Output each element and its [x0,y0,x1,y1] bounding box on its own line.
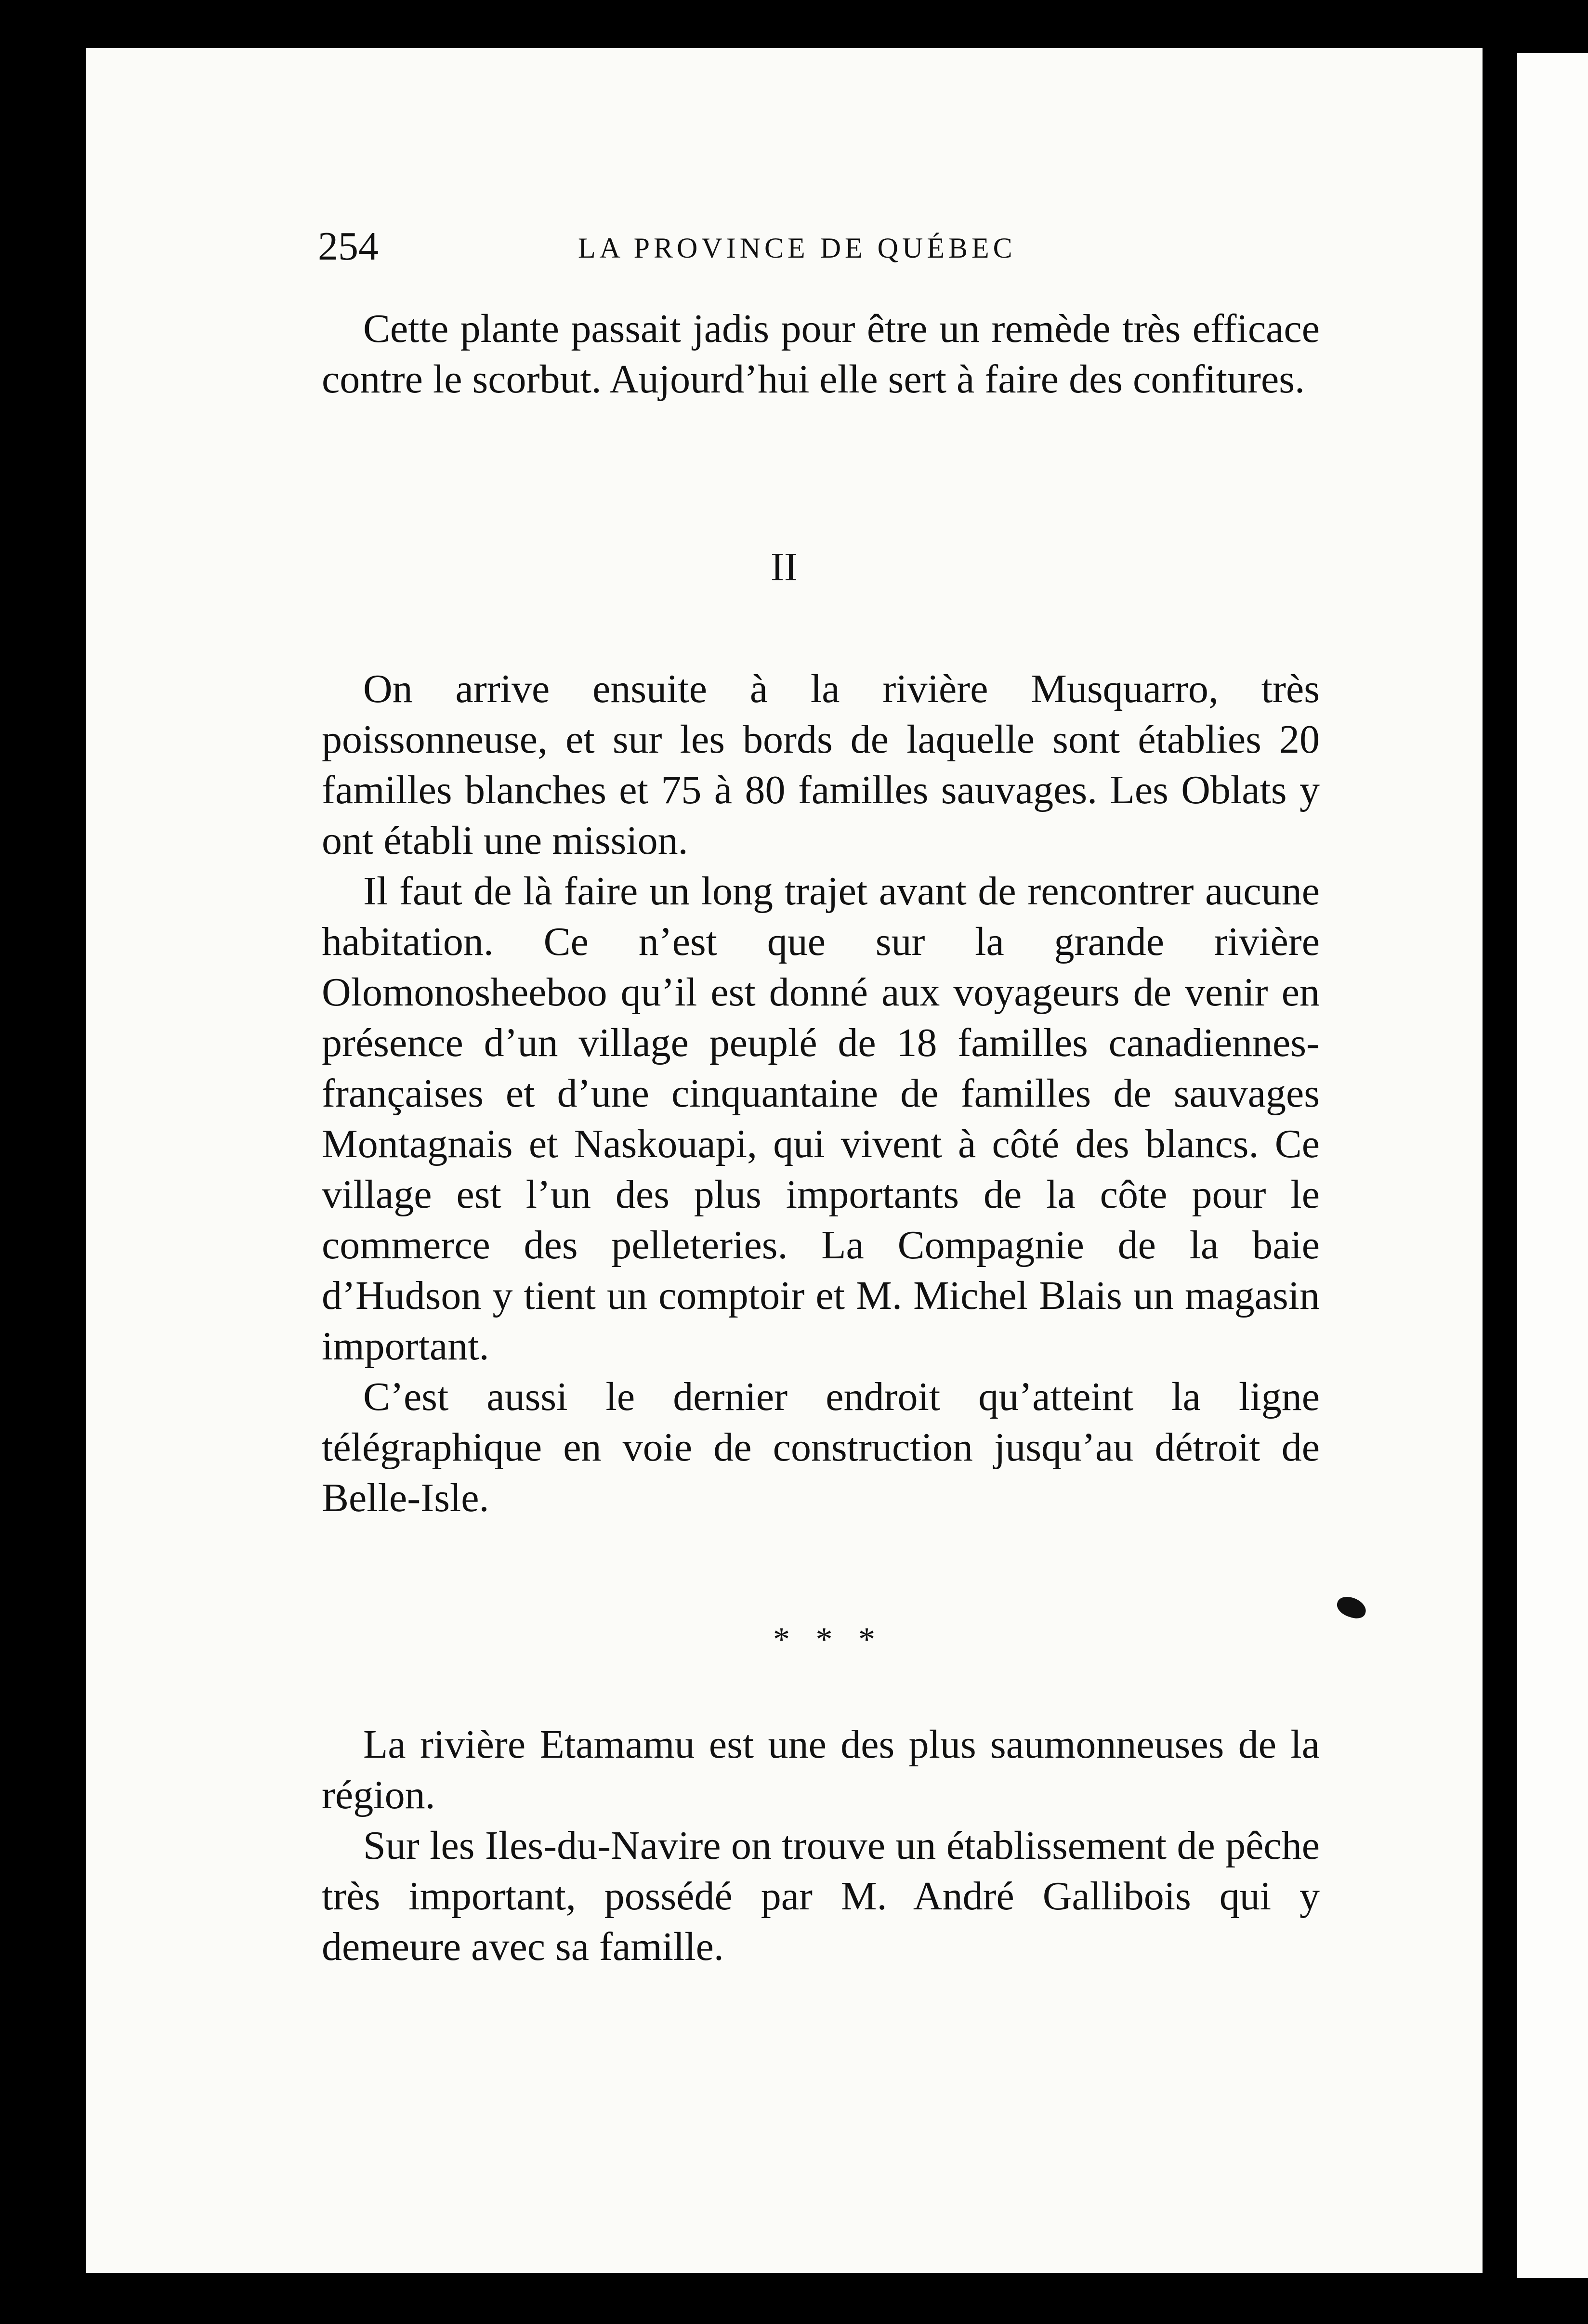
adjacent-page-edge [1517,53,1588,2278]
paragraph: On arrive ensuite à la rivière Musquarro, très poissonneuse, et sur les bords de laquelle sont établies 20 familles blanches et 75 à 80 familles sauvages. Les Oblats y ont établi une mission. [322,666,1320,863]
text-block-final [322,1719,1320,1972]
text-block-section-ii [322,664,1320,1523]
paragraph: Il faut de là faire un long trajet avant de rencontrer aucune habitation. Ce n’est que sur la grande rivière Olomonosheeboo qu’il est donné aux voyageurs de venir en présence d’un village peuplé de 18 familles canadiennes-françaises et d’une cinquantaine de familles de sauvages Montagnais et Naskouapi, qui vivent à côté des blancs. Ce village est l’un des plus importants de la côte pour le commerce des pelleteries. La Compagnie de la baie d’Hudson y tient un comptoir et M. Michel Blais un magasin important. [322,869,1320,1369]
text-block-intro [322,303,1320,405]
running-title: LA PROVINCE DE QUÉBEC [578,232,1016,264]
section-separator: * * * [773,1621,884,1658]
section-heading: II [771,545,798,589]
paragraph: Sur les Iles-du-Navire on trouve un établissement de pêche très important, possédé par M. André Gallibois qui y demeure avec sa famille. [322,1823,1320,1969]
paragraph: C’est aussi le dernier endroit qu’atteint la ligne télégraphique en voie de construction jusqu’au détroit de Belle-Isle. [322,1374,1320,1520]
paragraph: Cette plante passait jadis pour être un remède très efficace contre le scorbut. Aujourd’hui elle sert à faire des confitures. [322,306,1320,402]
page-number: 254 [318,224,379,269]
paragraph: La rivière Etamamu est une des plus saumonneuses de la région. [322,1722,1320,1817]
running-head [318,222,1320,271]
